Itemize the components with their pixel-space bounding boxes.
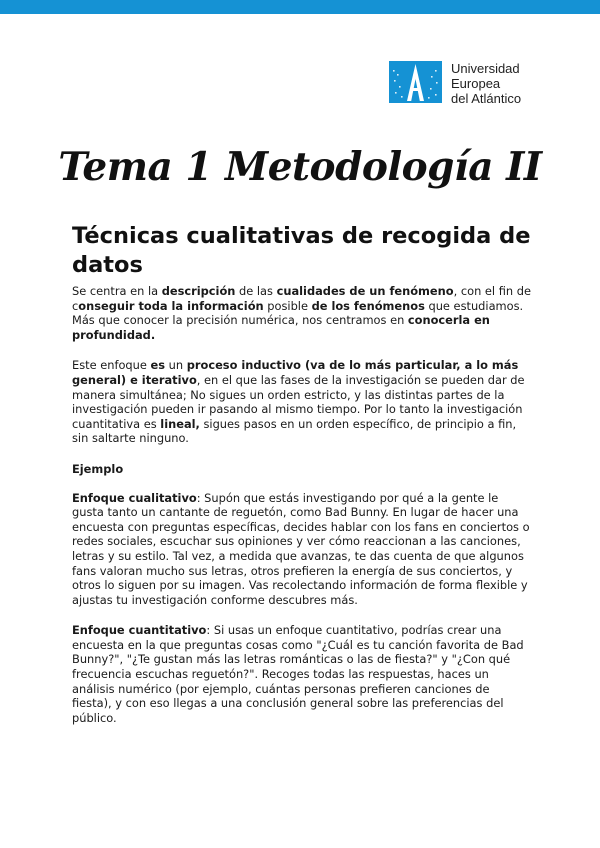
example-label: [72, 462, 532, 477]
document-title: Tema 1 Metodología II: [58, 144, 542, 190]
bold-run: Ejemplo: [72, 461, 124, 476]
text-run: que estudiamos. Más que conocer la precisión numérica, nos centramos en: [72, 298, 524, 328]
paragraph-approach: [72, 358, 532, 446]
university-name: [451, 61, 521, 106]
bold-run: de los fenómenos: [311, 298, 425, 313]
text-run: Este enfoque: [72, 358, 151, 373]
text-run: , en el que las fases de la investigación se pueden dar de manera simultánea; No sigues un orden estricto, y las distintas partes de la investigación pueden ir pasando al mismo tiempo. Por lo tanto la investigación cuantitativa es: [72, 372, 525, 431]
paragraph-quantitative-example: [72, 623, 532, 725]
paragraph-qualitative-example: [72, 491, 532, 608]
bold-run: conocerla en profundidad.: [72, 313, 490, 342]
university-logo-icon: [389, 61, 442, 103]
university-name-line-1: Universidad: [451, 61, 520, 76]
text-run: : Si usas un enfoque cuantitativo, podrías crear una encuesta en la que preguntas cosas como "¿Cuál es tu canción favorita de Bad Bunny?", "¿Te gustan más las letras románticas o las de fiesta?" y "¿Con qué frecuencia escuchas reguetón?". Recoges todas las respuestas, haces un análisis numérico (por ejemplo, cuántas personas prefieren canciones de fiesta), y con eso llegas a una conclusión general sobre las preferencias del público.: [72, 623, 524, 725]
bold-run: descripción: [161, 284, 236, 298]
university-logo: [389, 61, 521, 106]
paragraph-definition: [72, 284, 532, 342]
header-accent-bar: [0, 0, 600, 14]
text-run: , con el fin de c: [72, 284, 531, 313]
text-run: de las: [235, 284, 277, 298]
university-name-line-3: del Atlántico: [451, 91, 522, 106]
text-run: Se centra en la: [72, 284, 162, 298]
text-run: : Supón que estás investigando por qué a la gente le gusta tanto un cantante de reguetón, como Bad Bunny. En lugar de hacer una encuesta con preguntas específicas, decides hablar con los fans en conciertos o redes sociales, escuchar sus opiniones y ver cómo reaccionan a las canciones, letras y su estilo. Tal vez, a medida que avanzas, te das cuenta de que algunos fans valoran mucho sus letras, otros prefieren la energía de sus conciertos, y otros lo siguen por su imagen. Vas recolectando información de forma flexible y ajustas tu investigación conforme descubres más.: [72, 490, 530, 607]
document-body: [72, 284, 532, 741]
section-heading: Técnicas cualitativas de recogida de datos: [72, 223, 531, 278]
university-name-line-2: Europea: [451, 76, 501, 91]
text-run: posible: [263, 298, 312, 313]
bold-run: proceso inductivo (va de lo más particular, a lo más general) e iterativo: [72, 358, 519, 387]
bold-run: cualidades de un fenómeno: [276, 284, 454, 298]
bold-run: Enfoque cualitativo: [72, 490, 197, 505]
bold-run: Enfoque cuantitativo: [72, 623, 207, 638]
text-run: un: [165, 358, 187, 373]
text-run: sigues pasos en un orden específico, de principio a fin, sin saltarte ninguno.: [72, 416, 517, 446]
bold-run: onseguir toda la información: [78, 298, 264, 313]
bold-run: es: [150, 358, 166, 373]
bold-run: lineal,: [160, 416, 200, 431]
